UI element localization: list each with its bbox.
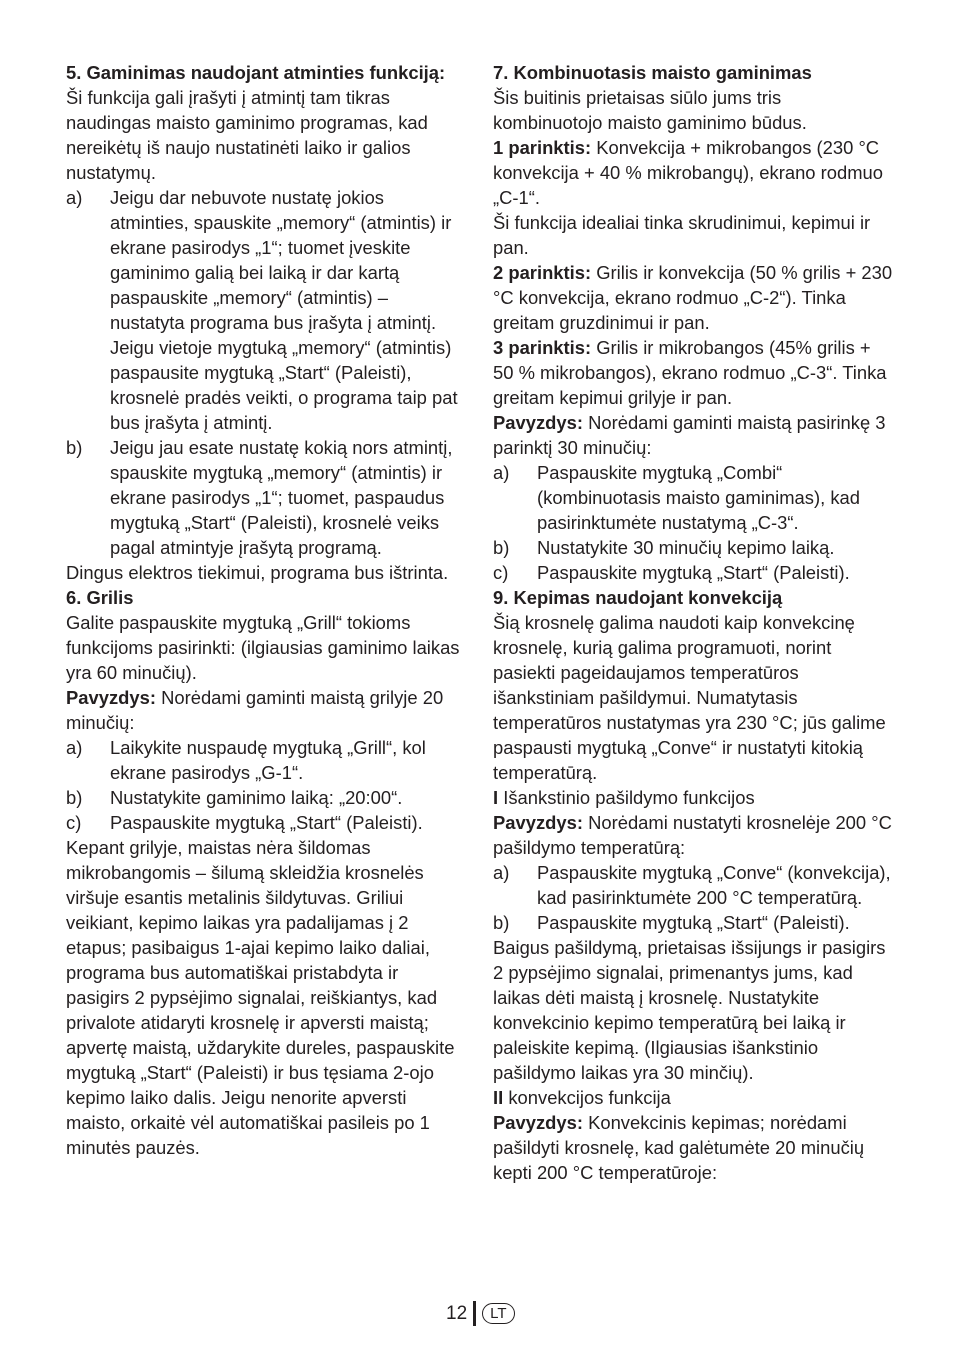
list-item	[66, 435, 466, 560]
list-item-text: Jeigu dar nebuvote nustatę jokios atminties, spauskite „memory“ (atmintis) ir ekrane pasirodys „1“; tuomet įveskite gaminimo galią bei laiką ir dar kartą paspauskite „memory“ (atmintis) – nustatyta programa bus įrašyta į atmintį. Jeigu vietoje mygtuką „memory“ (atmintis) paspausite mygtuką „Start“ (Paleisti), krosnelė pradės veikti, o programa taip pat bus įrašyta į atmintį.	[110, 187, 458, 433]
option-1-label: 1 parinktis:	[493, 137, 592, 158]
list-item	[66, 810, 466, 835]
section-9-body: Baigus pašildymą, prietaisas išsijungs ir pasigirs 2 pypsėjimo signalai, primenantys jums, kad laikas dėti maistą į krosnelę. Nustatykite konvekcinio kepimo temperatūrą bei laiką ir paleiskite kepimą. (Ilgiausias išankstinio pašildymo laikas yra 30 minčių).	[493, 937, 886, 1083]
list-item-label: c)	[66, 812, 82, 833]
section-7-example	[493, 410, 893, 460]
section-5-note: Dingus elektros tiekimui, programa bus ištrinta.	[66, 562, 449, 583]
list-item	[493, 910, 893, 935]
list-item-text: Laikykite nuspaudę mygtuką „Grill“, kol ekrane pasirodys „G-1“.	[110, 737, 426, 783]
function-2-text: konvekcijos funkcija	[503, 1087, 671, 1108]
option-2-label: 2 parinktis:	[493, 262, 592, 283]
section-6-example	[66, 685, 466, 735]
example-text: Norėdami gaminti maistą pasirinkę 3 parinktį 30 minučių:	[493, 412, 886, 458]
option-3-text: Grilis ir mikrobangos (45% grilis + 50 % mikrobangos), ekrano rodmuo „C-3“. Tinka greitam kepimui grilyje ir pan.	[493, 337, 887, 408]
example-text: Norėdami gaminti maistą grilyje 20 minučių:	[66, 687, 444, 733]
list-item-label: a)	[66, 187, 83, 208]
list-item-label: a)	[66, 737, 83, 758]
list-item	[493, 860, 893, 910]
list-item	[66, 735, 466, 785]
option-2-text: Grilis ir konvekcija (50 % grilis + 230 °C konvekcija, ekrano rodmuo „C-2“). Tinka greitam gruzdinimui ir pan.	[493, 262, 893, 333]
section-9-title: 9. Kepimas naudojant konvekciją	[493, 587, 783, 608]
section-9-intro: Šią krosnelę galima naudoti kaip konvekcinę krosnelę, kurią galima programuoti, norint pasiekti pageidaujamos temperatūros išankstiniam pašildymui. Numatytasis temperatūros nustatymas yra 230 °C; jūs galime paspausti mygtuką „Conve“ ir nustatyti kitokią temperatūrą.	[493, 612, 886, 783]
list-item-text: Paspauskite mygtuką „Start“ (Paleisti).	[537, 912, 850, 933]
section-6-intro: Galite paspauskite mygtuką „Grill“ tokioms funkcijoms pasirinkti: (ilgiausias gaminimo laikas yra 60 minučių).	[66, 612, 460, 683]
list-item-label: c)	[493, 562, 509, 583]
list-item-text: Jeigu jau esate nustatę kokią nors atmintį, spauskite mygtuką „memory“ (atmintis) ir ekrane pasirodys „1“; tuomet, paspaudus mygtuką „Start“ (Paleisti), krosnelė veiks pagal atmintyje įrašytą programą.	[110, 437, 453, 558]
option-1-note: Ši funkcija idealiai tinka skrudinimui, kepimui ir pan.	[493, 212, 871, 258]
list-item-label: b)	[493, 912, 510, 933]
list-item-text: Paspauskite mygtuką „Start“ (Paleisti).	[537, 562, 850, 583]
function-2	[493, 1085, 893, 1110]
list-item	[493, 460, 893, 535]
list-item-text: Paspauskite mygtuką „Combi“ (kombinuotasis maisto gaminimas), kad pasirinktumėte nustatymą „C-3“.	[537, 462, 860, 533]
list-item-label: a)	[493, 462, 510, 483]
left-column	[66, 60, 466, 1160]
option-1	[493, 135, 893, 210]
list-item	[66, 785, 466, 810]
section-7-title: 7. Kombinuotasis maisto gaminimas	[493, 62, 812, 83]
function-1	[493, 785, 893, 810]
page-footer	[446, 1301, 515, 1326]
example-text: Konvekcinis kepimas; norėdami pašildyti krosnelę, kad galėtumėte 20 minučių kepti 200 °C temperatūroje:	[493, 1112, 865, 1183]
section-5-intro: Ši funkcija gali įrašyti į atmintį tam tikras naudingas maisto gaminimo programas, kad nereikėtų iš naujo nustatinėti laiko ir galios nustatymų.	[66, 87, 428, 183]
list-item-text: Nustatykite gaminimo laiką: „20:00“.	[110, 787, 403, 808]
function-1-text: Išankstinio pašildymo funkcijos	[498, 787, 755, 808]
example-label: Pavyzdys:	[66, 687, 156, 708]
option-3	[493, 335, 893, 410]
option-3-label: 3 parinktis:	[493, 337, 592, 358]
example-label: Pavyzdys:	[493, 1112, 583, 1133]
language-badge: LT	[482, 1303, 514, 1324]
list-item-label: a)	[493, 862, 510, 883]
list-item	[493, 535, 893, 560]
right-column	[493, 60, 893, 1185]
list-item-text: Paspauskite mygtuką „Conve“ (konvekcija), kad pasirinktumėte 200 °C temperatūrą.	[537, 862, 891, 908]
example-label: Pavyzdys:	[493, 812, 583, 833]
list-item-text: Nustatykite 30 minučių kepimo laiką.	[537, 537, 835, 558]
example-text: Norėdami nustatyti krosnelėje 200 °C pašildymo temperatūrą:	[493, 812, 892, 858]
function-2-label: II	[493, 1087, 504, 1108]
section-7-intro: Šis buitinis prietaisas siūlo jums tris kombinuotojo maisto gaminimo būdus.	[493, 87, 807, 133]
section-9-example-1	[493, 810, 893, 860]
page-number: 12	[446, 1302, 468, 1324]
list-item	[493, 560, 893, 585]
list-item-text: Paspauskite mygtuką „Start“ (Paleisti).	[110, 812, 423, 833]
function-1-label: I	[493, 787, 499, 808]
option-1-text: Konvekcija + mikrobangos (230 °C konvekcija + 40 % mikrobangų), ekrano rodmuo „C-1“.	[493, 137, 883, 208]
section-5-title: 5. Gaminimas naudojant atminties funkciją:	[66, 62, 446, 83]
section-6-title: 6. Grilis	[66, 587, 134, 608]
list-item	[66, 185, 466, 435]
option-2	[493, 260, 893, 335]
list-item-label: b)	[493, 537, 510, 558]
example-label: Pavyzdys:	[493, 412, 583, 433]
section-9-example-2	[493, 1110, 893, 1185]
list-item-label: b)	[66, 787, 83, 808]
footer-divider	[473, 1301, 476, 1326]
section-6-body: Kepant grilyje, maistas nėra šildomas mikrobangomis – šilumą skleidžia krosnelės viršuje esantis metalinis šildytuvas. Griliui veikiant, kepimo laikas yra padalijamas į 2 etapus; pasibaigus 1-ajai kepimo laiko daliai, programa bus automatiškai pristabdyta ir pasigirs 2 pypsėjimo signalai, reiškiantys, kad privalote atidaryti krosnelę ir apversti maistą; apvertę maistą, uždarykite dureles, paspauskite mygtuką „Start“ (Paleisti) ir bus tęsiama 2-ojo kepimo laiko dalis. Jeigu nenorite apversti maisto, orkaitė vėl automatiškai pasileis po 1 minutės pauzės.	[66, 837, 455, 1158]
list-item-label: b)	[66, 437, 83, 458]
